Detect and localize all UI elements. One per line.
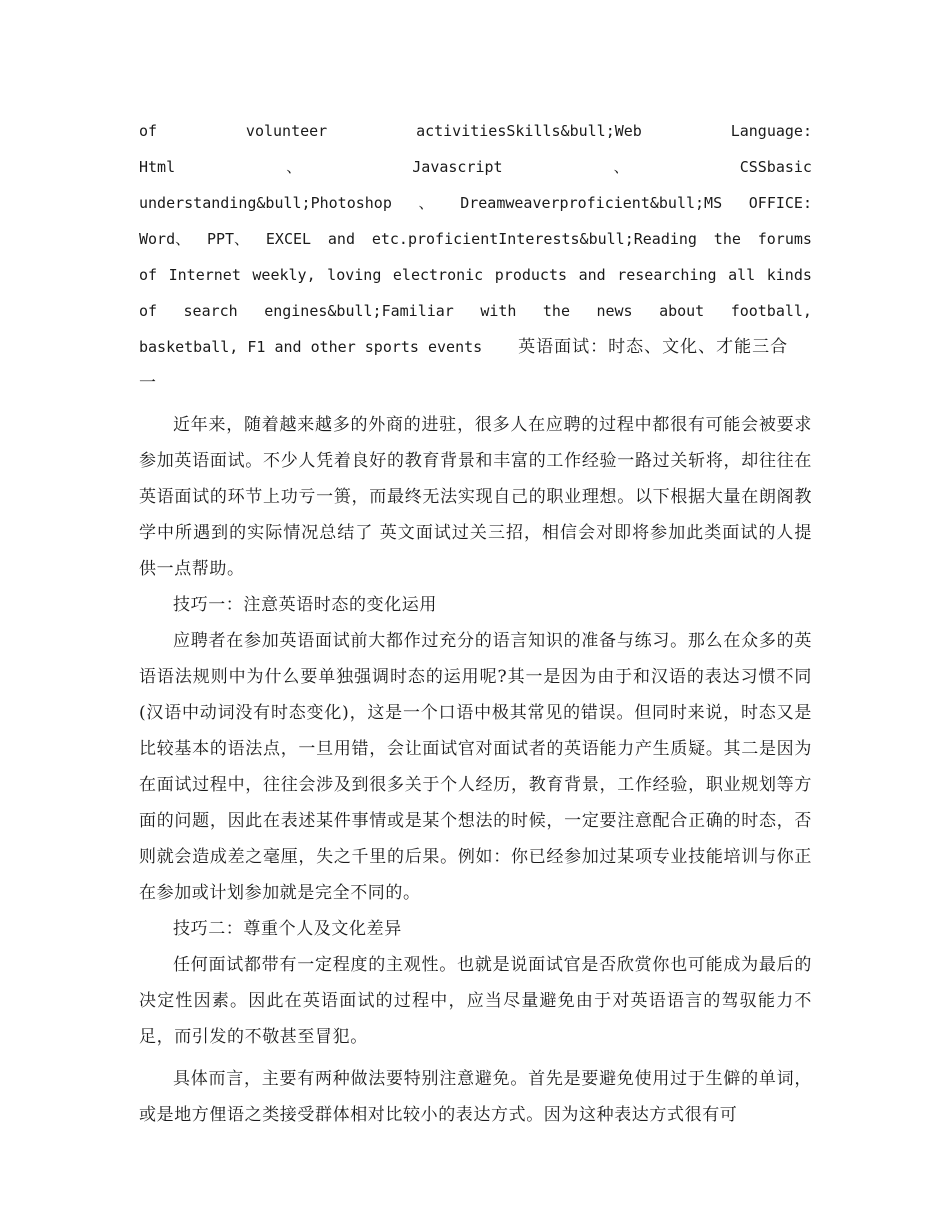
- english-token: volunteer: [245, 122, 328, 140]
- english-line: [139, 113, 812, 149]
- english-token: researching: [617, 266, 717, 284]
- english-token: etc.proficientInterests&bull;Reading: [371, 230, 697, 248]
- english-token: engines&bull;Familiar: [264, 302, 454, 320]
- english-token: and: [578, 266, 606, 284]
- english-token: understanding&bull;Photoshop: [139, 194, 392, 212]
- english-token: forums: [757, 230, 812, 248]
- english-token: all: [728, 266, 756, 284]
- english-token: and: [327, 230, 355, 248]
- english-token: news: [596, 302, 633, 320]
- english-line: [139, 293, 812, 329]
- english-token: kinds: [766, 266, 812, 284]
- english-token: football,: [730, 302, 812, 320]
- body-paragraph: 具体而言，主要有两种做法要特别注意避免。首先是要避免使用过于生僻的单词，或是地方俚语之类接受群体相对比较小的表达方式。因为这种表达方式很有可: [139, 1069, 812, 1125]
- english-token: weekly,: [252, 266, 316, 284]
- english-token: basketball, F1 and other sports events: [139, 338, 483, 356]
- english-token: Dreamweaverproficient&bull;MS: [460, 194, 723, 212]
- english-token: loving: [327, 266, 382, 284]
- english-line: [139, 257, 812, 293]
- english-token: Language:: [730, 122, 812, 140]
- body-paragraph: 应聘者在参加英语面试前大都作过充分的语言知识的准备与练习。那么在众多的英语语法规则中为什么要单独强调时态的运用呢?其一是因为由于和汉语的表达习惯不同(汉语中动词没有时态变化)，这是一个口语中极其常见的错误。但同时来说，时态又是比较基本的语法点，一旦用错，会让面试官对面试者的英语能力产生质疑。其二是因为在面试过程中，往往会涉及到很多关于个人经历，教育背景，工作经验，职业规划等方面的问题，因此在表述某件事情或是某个想法的时候，一定要注意配合正确的时态，否则就会造成差之毫厘，失之千里的后果。例如：你已经参加过某项专业技能培训与你正在参加或计划参加就是完全不同的。: [139, 631, 812, 903]
- english-token: of: [139, 266, 158, 284]
- english-line: [139, 221, 812, 257]
- english-token: EXCEL: [265, 230, 312, 248]
- section-heading: 技巧一：注意英语时态的变化运用: [173, 595, 437, 615]
- english-token: Javascript: [412, 158, 503, 176]
- body-paragraph: 任何面试都带有一定程度的主观性。也就是说面试官是否欣赏你也可能成为最后的决定性因素。因此在英语面试的过程中，应当尽量避免由于对英语语言的驾驭能力不足，而引发的不敬甚至冒犯。: [139, 955, 812, 1047]
- document-body: [139, 113, 812, 1133]
- english-token: of: [139, 122, 158, 140]
- english-token: products: [494, 266, 568, 284]
- article-title-continued: 一: [139, 373, 157, 393]
- english-line: [139, 149, 812, 185]
- english-token: the: [542, 302, 570, 320]
- english-token: Internet: [168, 266, 241, 284]
- english-token: 、: [286, 158, 302, 176]
- english-token: electronic: [392, 266, 484, 284]
- english-line: [139, 185, 812, 221]
- english-token: CSSbasic: [739, 158, 812, 176]
- english-token: activitiesSkills&bull;Web: [416, 122, 642, 140]
- english-token: PPT、: [206, 230, 250, 248]
- section-heading: 技巧二：尊重个人及文化差异: [173, 919, 402, 939]
- english-token: with: [480, 302, 517, 320]
- english-token: of: [139, 302, 158, 320]
- english-token: about: [659, 302, 705, 320]
- body-paragraph: 近年来，随着越来越多的外商的进驻，很多人在应聘的过程中都很有可能会被要求参加英语面试。不少人凭着良好的教育背景和丰富的工作经验一路过关斩将，却往往在英语面试的环节上功亏一篑，而最终无法实现自己的职业理想。以下根据大量在朗阁教学中所遇到的实际情况总结了 英文面试过关三招，相信会对即将参加此类面试的人提供一点帮助。: [139, 415, 812, 579]
- english-line-with-title: [139, 329, 812, 365]
- english-token: search: [183, 302, 238, 320]
- english-token: the: [713, 230, 741, 248]
- article-title: 英语面试：时态、文化、才能三合: [518, 337, 789, 357]
- english-token: 、: [613, 158, 629, 176]
- english-token: OFFICE:: [748, 194, 812, 212]
- english-token: 、: [418, 194, 434, 212]
- english-token: Word、: [139, 230, 191, 248]
- english-token: Html: [139, 158, 176, 176]
